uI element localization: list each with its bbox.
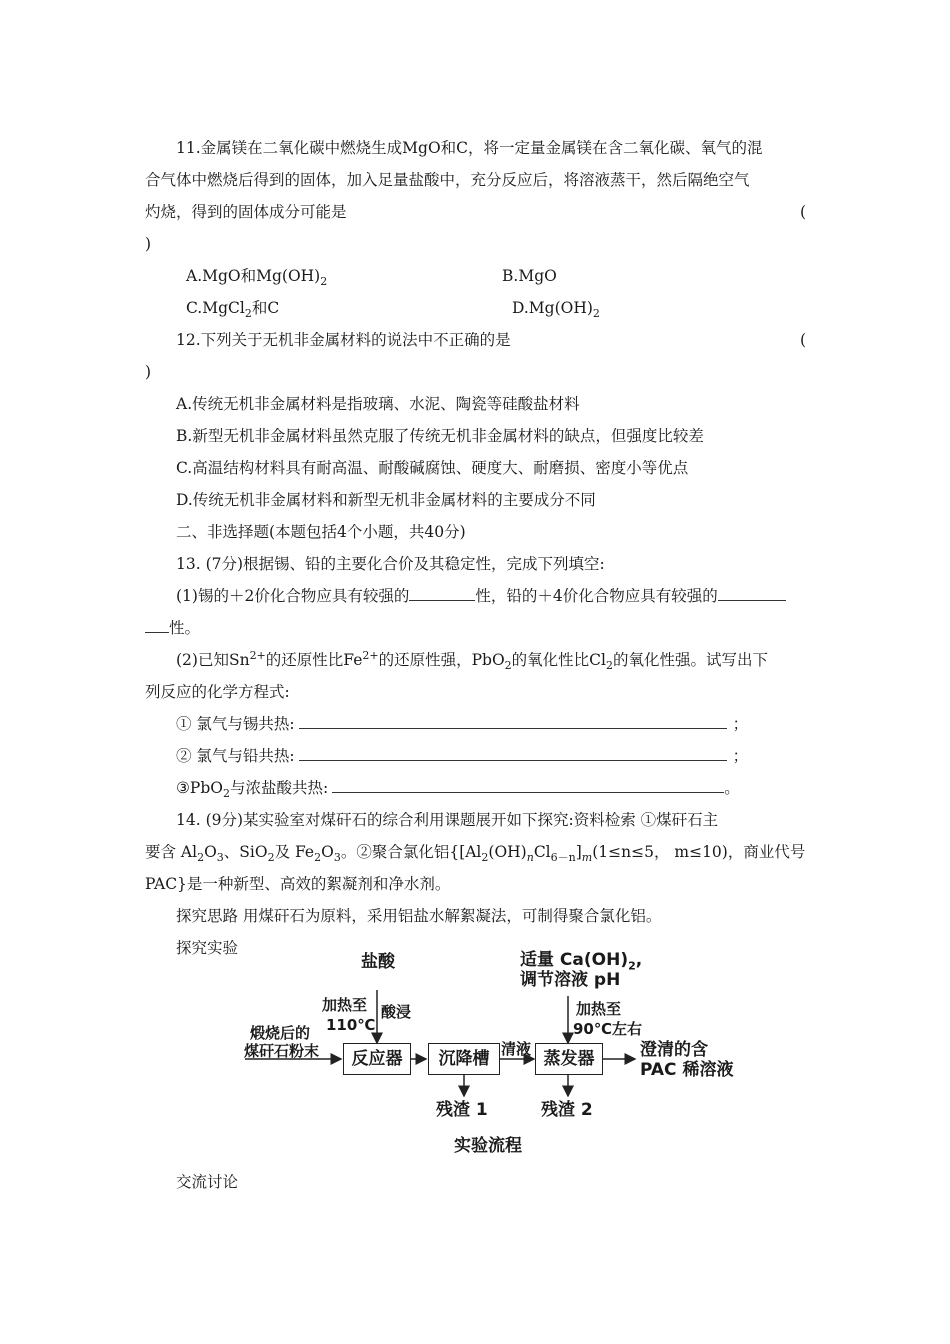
label-residue-1: 残渣 1 xyxy=(436,1100,488,1120)
q13-part1-cont: 性。 xyxy=(145,618,200,638)
answer-blank[interactable] xyxy=(332,778,724,793)
section-heading: 二、非选择题(本题包括4个小题，共40分) xyxy=(176,523,466,541)
q13-reaction-1: ① 氯气与锡共热: ； xyxy=(176,715,749,733)
q13-reaction-2: ② 氯气与铅共热: ； xyxy=(176,747,749,765)
q12-option-c: C.高温结构材料具有耐高温、耐酸碱腐蚀、硬度大、耐磨损、密度小等优点 xyxy=(176,459,689,477)
q13-part2-line2: 列反应的化学方程式: xyxy=(145,683,290,701)
q11-paren-close: ) xyxy=(145,235,152,253)
label-caoh2-b: 调节溶液 pH xyxy=(520,970,621,990)
q13-part1: (1)锡的＋2价化合物应具有较强的 性，铅的＋4价化合物应具有较强的 xyxy=(176,586,786,606)
box-settling-tank: 沉降槽 xyxy=(428,1043,500,1075)
label-product-b: PAC 稀溶液 xyxy=(640,1060,734,1080)
q12-option-b: B.新型无机非金属材料虽然克服了传统无机非金属材料的缺点，但强度比较差 xyxy=(176,427,704,445)
answer-blank[interactable] xyxy=(299,714,727,729)
process-flow-diagram xyxy=(240,948,780,1166)
label-heat-110-b: 110℃ xyxy=(326,1016,376,1034)
answer-blank[interactable] xyxy=(299,746,727,761)
label-feed-b: 煤矸石粉末 xyxy=(244,1042,320,1060)
q11-paren-open: ( xyxy=(800,203,807,221)
q11-option-b: B.MgO xyxy=(502,267,557,285)
q12-stem: 12.下列关于无机非金属材料的说法中不正确的是 xyxy=(176,331,511,349)
q14-discussion-label: 交流讨论 xyxy=(176,1173,239,1191)
q11-option-a: A.MgO和$Mg(OH)_2$ xyxy=(186,267,328,289)
q12-paren-open: ( xyxy=(800,331,807,349)
q14-line-2: 要含 $Al_2O_3$、SiO$_2$及 $Fe_2O_3$。②聚合氯化铝{$[Al_2(OH)_nCl_{6-n}]_m(1\le n\le 5$， m≤10)，商业代号 xyxy=(145,843,806,865)
q13-reaction-3: ③PbO$_2$与浓盐酸共热: 。 xyxy=(176,779,740,801)
label-hydrochloric-acid: 盐酸 xyxy=(361,952,395,972)
diagram-caption: 实验流程 xyxy=(454,1136,522,1156)
q11-line-1: 11.金属镁在二氧化碳中燃烧生成MgO和C，将一定量金属镁在含二氧化碳、氧气的混 xyxy=(176,139,763,157)
label-heat-90-b: 90℃左右 xyxy=(573,1020,643,1038)
q14-line-3: PAC}是一种新型、高效的絮凝剂和净水剂。 xyxy=(145,875,451,893)
answer-blank[interactable] xyxy=(145,618,169,633)
label-product-a: 澄清的含 xyxy=(640,1040,708,1060)
label-acid-leach: 酸浸 xyxy=(381,1003,412,1021)
q12-option-a: A.传统无机非金属材料是指玻璃、水泥、陶瓷等硅酸盐材料 xyxy=(176,395,580,413)
q12-option-d: D.传统无机非金属材料和新型无机非金属材料的主要成分不同 xyxy=(176,491,596,509)
q12-paren-close: ) xyxy=(145,363,152,381)
q11-option-c: C.MgCl$_2$和C xyxy=(186,299,280,321)
q13-part2: (2)已知$Sn^{2+}$的还原性比$Fe^{2+}$的还原性强，PbO$_2$的氧化性比$Cl_2$的氧化性强。试写出下 xyxy=(176,648,768,673)
label-residue-2: 残渣 2 xyxy=(541,1100,593,1120)
label-caoh2-a: 适量 $Ca(OH)_2$, xyxy=(520,950,643,973)
q11-line-3: 灼烧，得到的固体成分可能是 xyxy=(145,203,347,221)
answer-blank[interactable] xyxy=(718,586,786,601)
label-clear-liquid: 清液 xyxy=(501,1040,532,1058)
label-feed-a: 煅烧后的 xyxy=(250,1024,311,1042)
box-evaporator: 蒸发器 xyxy=(535,1043,603,1075)
q14-experiment-label: 探究实验 xyxy=(176,939,239,957)
answer-blank[interactable] xyxy=(409,586,475,601)
q13-stem: 13. (7分)根据锡、铅的主要化合价及其稳定性，完成下列填空: xyxy=(176,555,605,573)
q14-line-1: 14. (9分)某实验室对煤矸石的综合利用课题展开如下探究:资料检索 ①煤矸石主 xyxy=(176,811,719,829)
q11-line-2: 合气体中燃烧后得到的固体，加入足量盐酸中，充分反应后，将溶液蒸干，然后隔绝空气 xyxy=(145,171,750,189)
label-heat-90-a: 加热至 xyxy=(576,1000,622,1018)
label-heat-110-a: 加热至 xyxy=(322,996,368,1014)
q14-idea: 探究思路 用煤矸石为原料，采用铝盐水解絮凝法，可制得聚合氯化铝。 xyxy=(176,907,662,925)
q11-option-d: $D.Mg(OH)_2$ xyxy=(512,299,600,321)
box-reactor: 反应器 xyxy=(343,1043,411,1075)
